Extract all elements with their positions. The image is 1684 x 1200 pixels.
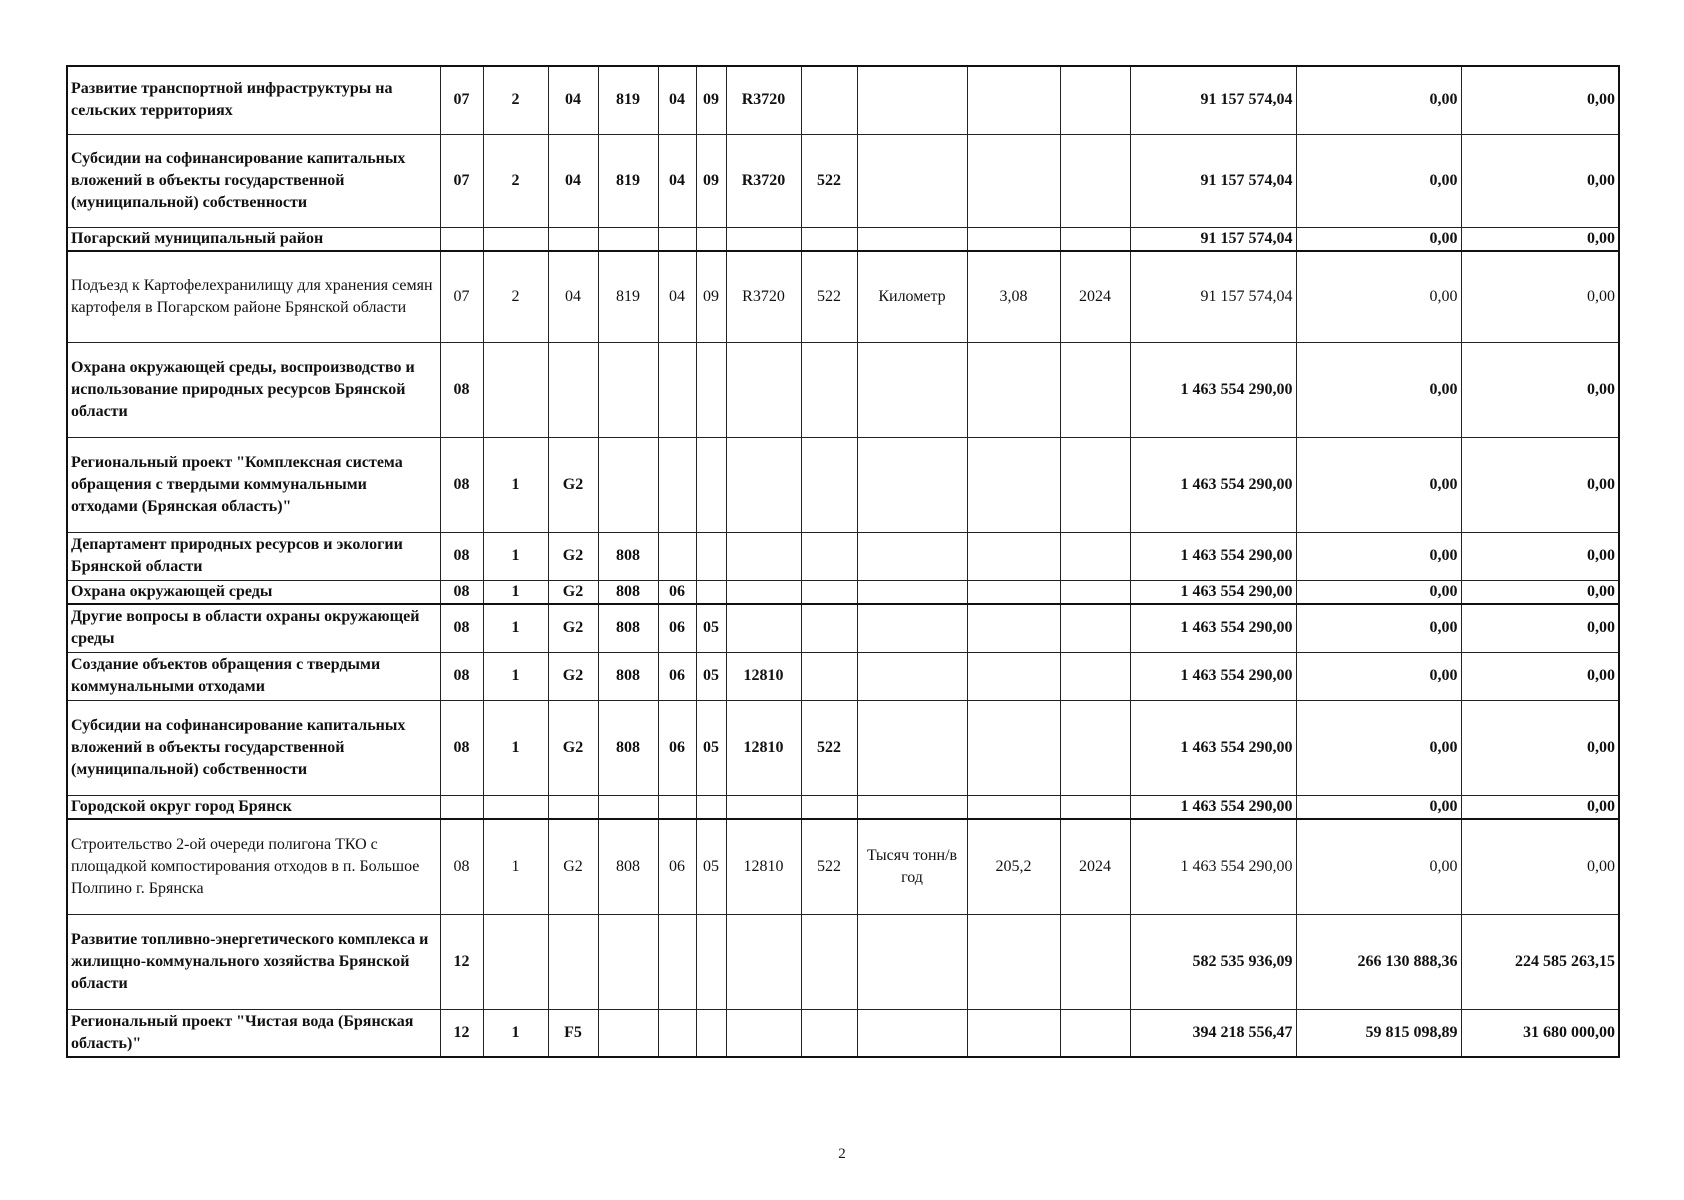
subprogram-code: 1 (483, 652, 548, 700)
target-article-code (726, 580, 801, 604)
amount-year-1: 1 463 554 290,00 (1130, 580, 1296, 604)
program-code (440, 227, 483, 251)
section-code (658, 1009, 696, 1057)
project-code: 04 (548, 134, 598, 227)
table-row (67, 251, 1619, 342)
unit-cell (857, 532, 967, 580)
target-article-code: 12810 (726, 652, 801, 700)
table-row (67, 1009, 1619, 1057)
table-row (67, 66, 1619, 134)
expense-type-code (801, 227, 857, 251)
table-row (67, 134, 1619, 227)
year-cell (1060, 604, 1130, 652)
target-article-code: R3720 (726, 66, 801, 134)
section-code (658, 795, 696, 819)
capacity-cell (967, 795, 1060, 819)
capacity-cell (967, 227, 1060, 251)
amount-year-1: 1 463 554 290,00 (1130, 532, 1296, 580)
amount-year-2: 0,00 (1296, 227, 1461, 251)
row-name: Региональный проект "Чистая вода (Брянская область)" (67, 1009, 440, 1057)
subsection-code: 05 (696, 604, 726, 652)
amount-year-3: 0,00 (1461, 580, 1619, 604)
program-code: 08 (440, 700, 483, 795)
amount-year-3: 0,00 (1461, 227, 1619, 251)
year-cell (1060, 795, 1130, 819)
target-article-code (726, 914, 801, 1009)
amount-year-2: 0,00 (1296, 652, 1461, 700)
amount-year-2: 0,00 (1296, 532, 1461, 580)
unit-cell (857, 914, 967, 1009)
section-code: 04 (658, 251, 696, 342)
section-code: 06 (658, 652, 696, 700)
subprogram-code: 1 (483, 580, 548, 604)
amount-year-1: 91 157 574,04 (1130, 66, 1296, 134)
unit-cell (857, 795, 967, 819)
amount-year-1: 394 218 556,47 (1130, 1009, 1296, 1057)
subprogram-code: 1 (483, 819, 548, 914)
row-name: Субсидии на софинансирование капитальных вложений в объекты государственной (муниципальной) собственности (67, 700, 440, 795)
gr-code: 808 (598, 819, 658, 914)
table-row (67, 227, 1619, 251)
subprogram-code (483, 227, 548, 251)
row-name: Департамент природных ресурсов и экологии Брянской области (67, 532, 440, 580)
gr-code: 808 (598, 700, 658, 795)
unit-cell (857, 134, 967, 227)
row-name: Субсидии на софинансирование капитальных вложений в объекты государственной (муниципальной) собственности (67, 134, 440, 227)
project-code: G2 (548, 819, 598, 914)
program-code: 08 (440, 532, 483, 580)
subprogram-code: 1 (483, 1009, 548, 1057)
target-article-code (726, 437, 801, 532)
program-code (440, 795, 483, 819)
amount-year-3: 0,00 (1461, 66, 1619, 134)
program-code: 08 (440, 437, 483, 532)
target-article-code: R3720 (726, 251, 801, 342)
program-code: 08 (440, 580, 483, 604)
capacity-cell: 205,2 (967, 819, 1060, 914)
subsection-code (696, 227, 726, 251)
table-row (67, 342, 1619, 437)
amount-year-1: 582 535 936,09 (1130, 914, 1296, 1009)
row-name: Создание объектов обращения с твердыми коммунальными отходами (67, 652, 440, 700)
year-cell (1060, 1009, 1130, 1057)
year-cell (1060, 580, 1130, 604)
amount-year-2: 0,00 (1296, 819, 1461, 914)
expense-type-code (801, 580, 857, 604)
subprogram-code (483, 914, 548, 1009)
year-cell: 2024 (1060, 251, 1130, 342)
expense-type-code: 522 (801, 134, 857, 227)
year-cell (1060, 227, 1130, 251)
amount-year-2: 59 815 098,89 (1296, 1009, 1461, 1057)
year-cell (1060, 342, 1130, 437)
gr-code (598, 342, 658, 437)
amount-year-2: 0,00 (1296, 134, 1461, 227)
target-article-code (726, 1009, 801, 1057)
section-code: 04 (658, 134, 696, 227)
section-code: 06 (658, 580, 696, 604)
project-code: 04 (548, 66, 598, 134)
section-code: 06 (658, 604, 696, 652)
amount-year-3: 0,00 (1461, 652, 1619, 700)
subsection-code: 09 (696, 66, 726, 134)
gr-code: 819 (598, 251, 658, 342)
subprogram-code: 1 (483, 604, 548, 652)
gr-code: 808 (598, 652, 658, 700)
expense-type-code (801, 532, 857, 580)
amount-year-2: 0,00 (1296, 700, 1461, 795)
section-code (658, 342, 696, 437)
section-code (658, 914, 696, 1009)
page-number: 2 (838, 1146, 846, 1162)
capacity-cell: 3,08 (967, 251, 1060, 342)
amount-year-1: 91 157 574,04 (1130, 251, 1296, 342)
subprogram-code: 1 (483, 532, 548, 580)
table-row (67, 652, 1619, 700)
amount-year-1: 1 463 554 290,00 (1130, 795, 1296, 819)
gr-code: 808 (598, 604, 658, 652)
program-code: 08 (440, 604, 483, 652)
amount-year-1: 1 463 554 290,00 (1130, 604, 1296, 652)
amount-year-3: 0,00 (1461, 604, 1619, 652)
subprogram-code: 2 (483, 66, 548, 134)
subsection-code: 05 (696, 652, 726, 700)
capacity-cell (967, 652, 1060, 700)
table-row (67, 437, 1619, 532)
section-code (658, 437, 696, 532)
project-code: G2 (548, 580, 598, 604)
amount-year-1: 91 157 574,04 (1130, 134, 1296, 227)
target-article-code (726, 795, 801, 819)
amount-year-1: 1 463 554 290,00 (1130, 342, 1296, 437)
amount-year-3: 0,00 (1461, 134, 1619, 227)
row-name: Региональный проект "Комплексная система обращения с твердыми коммунальными отходами (Брянская область)" (67, 437, 440, 532)
project-code (548, 914, 598, 1009)
amount-year-2: 0,00 (1296, 795, 1461, 819)
subsection-code: 05 (696, 700, 726, 795)
row-name: Другие вопросы в области охраны окружающей среды (67, 604, 440, 652)
amount-year-1: 1 463 554 290,00 (1130, 819, 1296, 914)
year-cell (1060, 652, 1130, 700)
unit-cell (857, 227, 967, 251)
gr-code: 819 (598, 66, 658, 134)
row-name: Погарский муниципальный район (67, 227, 440, 251)
expense-type-code (801, 914, 857, 1009)
subsection-code (696, 795, 726, 819)
amount-year-2: 0,00 (1296, 66, 1461, 134)
row-name: Развитие топливно-энергетического комплекса и жилищно-коммунального хозяйства Брянской области (67, 914, 440, 1009)
program-code: 12 (440, 1009, 483, 1057)
subsection-code (696, 342, 726, 437)
expense-type-code: 522 (801, 819, 857, 914)
program-code: 07 (440, 251, 483, 342)
gr-code: 819 (598, 134, 658, 227)
amount-year-3: 0,00 (1461, 532, 1619, 580)
subsection-code (696, 914, 726, 1009)
subprogram-code: 1 (483, 437, 548, 532)
amount-year-2: 266 130 888,36 (1296, 914, 1461, 1009)
section-code: 04 (658, 66, 696, 134)
project-code (548, 227, 598, 251)
year-cell (1060, 532, 1130, 580)
program-code: 08 (440, 342, 483, 437)
subsection-code: 09 (696, 134, 726, 227)
expense-type-code (801, 604, 857, 652)
year-cell (1060, 66, 1130, 134)
capacity-cell (967, 580, 1060, 604)
amount-year-2: 0,00 (1296, 604, 1461, 652)
table-row (67, 532, 1619, 580)
amount-year-3: 0,00 (1461, 819, 1619, 914)
year-cell (1060, 134, 1130, 227)
subsection-code (696, 532, 726, 580)
amount-year-3: 224 585 263,15 (1461, 914, 1619, 1009)
row-name: Охрана окружающей среды (67, 580, 440, 604)
capacity-cell (967, 532, 1060, 580)
table-row (67, 795, 1619, 819)
target-article-code (726, 342, 801, 437)
table-row (67, 700, 1619, 795)
table-row (67, 604, 1619, 652)
subprogram-code (483, 795, 548, 819)
amount-year-3: 0,00 (1461, 437, 1619, 532)
amount-year-1: 1 463 554 290,00 (1130, 652, 1296, 700)
amount-year-2: 0,00 (1296, 251, 1461, 342)
amount-year-3: 0,00 (1461, 700, 1619, 795)
unit-cell (857, 580, 967, 604)
unit-cell: Тысяч тонн/в год (857, 819, 967, 914)
amount-year-3: 0,00 (1461, 342, 1619, 437)
unit-cell (857, 604, 967, 652)
section-code (658, 532, 696, 580)
expense-type-code (801, 342, 857, 437)
year-cell: 2024 (1060, 819, 1130, 914)
program-code: 07 (440, 134, 483, 227)
section-code (658, 227, 696, 251)
unit-cell (857, 700, 967, 795)
unit-cell: Километр (857, 251, 967, 342)
target-article-code: 12810 (726, 819, 801, 914)
target-article-code: 12810 (726, 700, 801, 795)
row-name: Подъезд к Картофелехранилищу для хранения семян картофеля в Погарском районе Брянской области (67, 251, 440, 342)
program-code: 08 (440, 652, 483, 700)
capacity-cell (967, 66, 1060, 134)
unit-cell (857, 66, 967, 134)
expense-type-code: 522 (801, 251, 857, 342)
table-row (67, 914, 1619, 1009)
target-article-code: R3720 (726, 134, 801, 227)
expense-type-code (801, 652, 857, 700)
gr-code (598, 437, 658, 532)
subprogram-code: 2 (483, 134, 548, 227)
target-article-code (726, 532, 801, 580)
table-row (67, 819, 1619, 914)
capacity-cell (967, 342, 1060, 437)
budget-table (66, 65, 1620, 1058)
capacity-cell (967, 1009, 1060, 1057)
project-code: G2 (548, 532, 598, 580)
gr-code: 808 (598, 580, 658, 604)
row-name: Охрана окружающей среды, воспроизводство и использование природных ресурсов Брянской области (67, 342, 440, 437)
amount-year-1: 1 463 554 290,00 (1130, 437, 1296, 532)
subsection-code: 09 (696, 251, 726, 342)
project-code: G2 (548, 437, 598, 532)
program-code: 07 (440, 66, 483, 134)
year-cell (1060, 914, 1130, 1009)
target-article-code (726, 227, 801, 251)
subsection-code (696, 580, 726, 604)
gr-code (598, 914, 658, 1009)
program-code: 12 (440, 914, 483, 1009)
gr-code: 808 (598, 532, 658, 580)
unit-cell (857, 1009, 967, 1057)
unit-cell (857, 342, 967, 437)
subprogram-code (483, 342, 548, 437)
gr-code (598, 227, 658, 251)
row-name: Развитие транспортной инфраструктуры на сельских территориях (67, 66, 440, 134)
capacity-cell (967, 437, 1060, 532)
project-code: G2 (548, 652, 598, 700)
gr-code (598, 795, 658, 819)
row-name: Городской округ город Брянск (67, 795, 440, 819)
subprogram-code: 1 (483, 700, 548, 795)
capacity-cell (967, 604, 1060, 652)
amount-year-3: 0,00 (1461, 251, 1619, 342)
section-code: 06 (658, 700, 696, 795)
program-code: 08 (440, 819, 483, 914)
table-row (67, 580, 1619, 604)
capacity-cell (967, 134, 1060, 227)
amount-year-1: 1 463 554 290,00 (1130, 700, 1296, 795)
subsection-code (696, 437, 726, 532)
capacity-cell (967, 914, 1060, 1009)
gr-code (598, 1009, 658, 1057)
project-code: F5 (548, 1009, 598, 1057)
project-code: G2 (548, 604, 598, 652)
subsection-code (696, 1009, 726, 1057)
amount-year-2: 0,00 (1296, 437, 1461, 532)
year-cell (1060, 437, 1130, 532)
subprogram-code: 2 (483, 251, 548, 342)
expense-type-code (801, 1009, 857, 1057)
expense-type-code (801, 66, 857, 134)
year-cell (1060, 700, 1130, 795)
amount-year-3: 31 680 000,00 (1461, 1009, 1619, 1057)
project-code (548, 795, 598, 819)
project-code (548, 342, 598, 437)
capacity-cell (967, 700, 1060, 795)
unit-cell (857, 437, 967, 532)
unit-cell (857, 652, 967, 700)
section-code: 06 (658, 819, 696, 914)
amount-year-1: 91 157 574,04 (1130, 227, 1296, 251)
row-name: Строительство 2-ой очереди полигона ТКО с площадкой компостирования отходов в п. Большое Полпино г. Брянска (67, 819, 440, 914)
expense-type-code: 522 (801, 700, 857, 795)
expense-type-code (801, 437, 857, 532)
project-code: G2 (548, 700, 598, 795)
target-article-code (726, 604, 801, 652)
project-code: 04 (548, 251, 598, 342)
subsection-code: 05 (696, 819, 726, 914)
amount-year-2: 0,00 (1296, 342, 1461, 437)
amount-year-2: 0,00 (1296, 580, 1461, 604)
amount-year-3: 0,00 (1461, 795, 1619, 819)
expense-type-code (801, 795, 857, 819)
